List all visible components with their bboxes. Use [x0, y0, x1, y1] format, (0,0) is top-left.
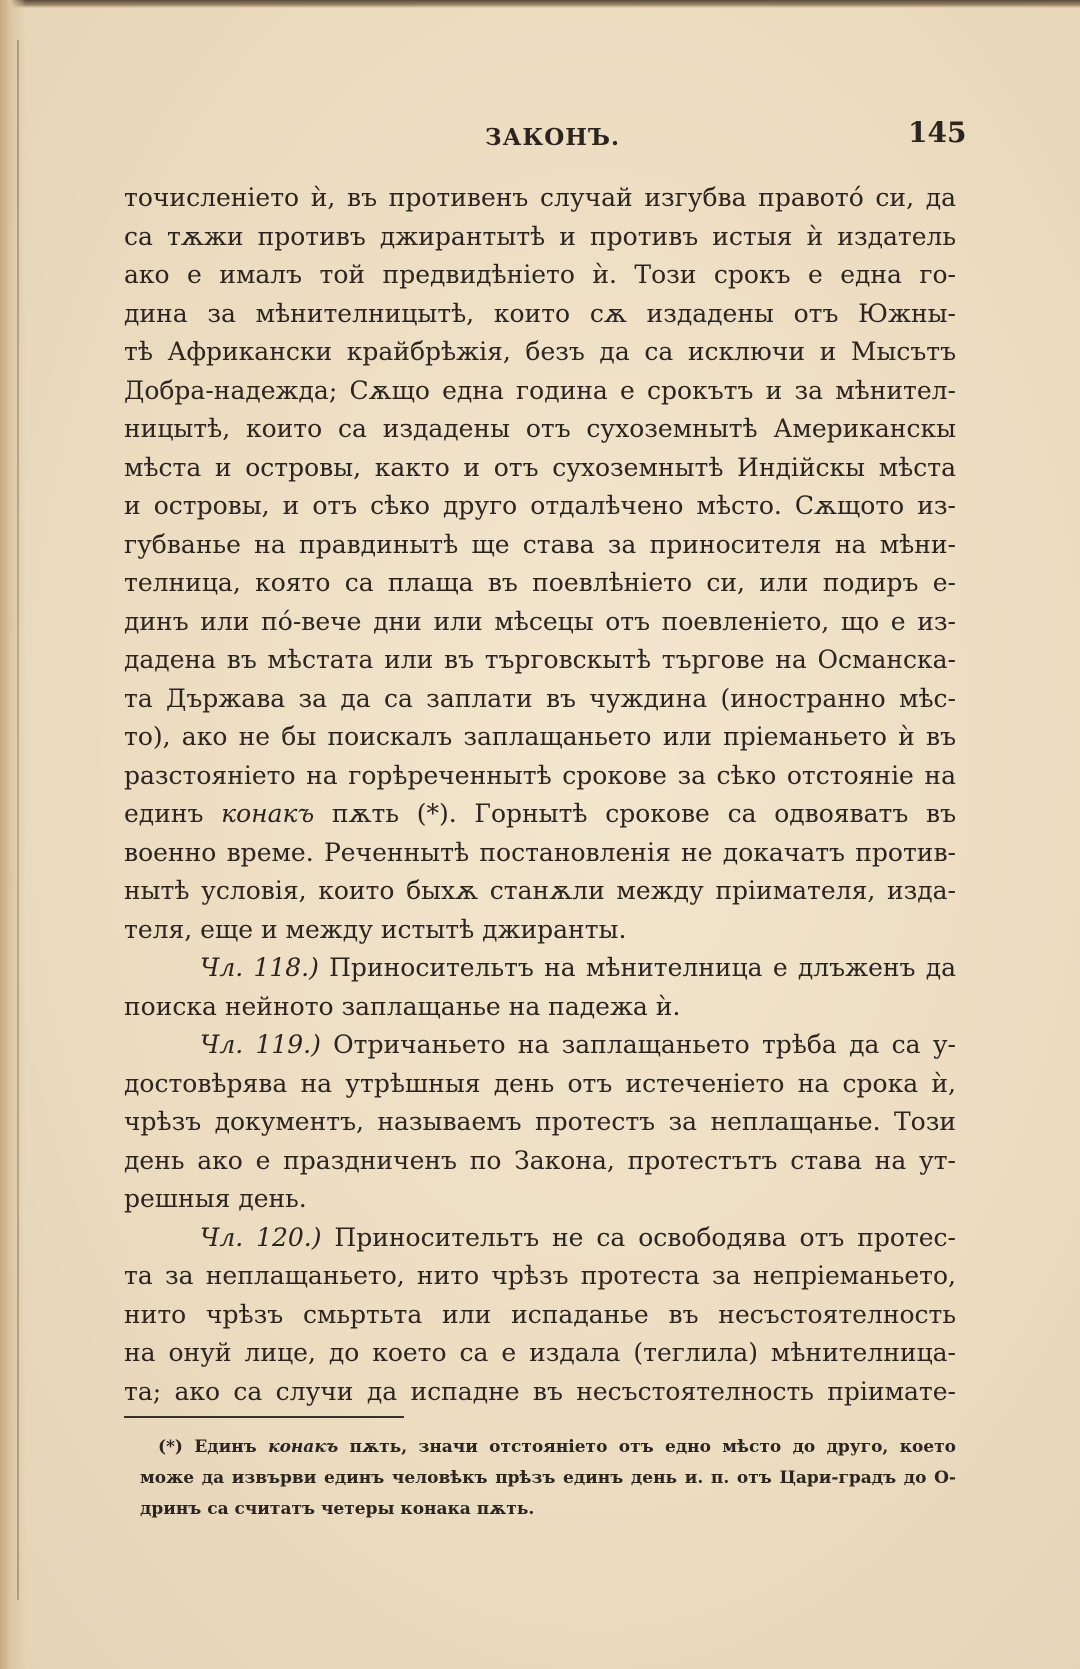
body-text: [124, 179, 956, 1411]
article-119-label: Чл. 119.): [200, 1030, 321, 1059]
running-head: ЗАКОНЪ.: [485, 124, 621, 151]
text-segment: Отричаньето на заплащаньето трѣба да са у-: [320, 1030, 956, 1059]
text-line: достовѣрява на утрѣшныя день отъ истеченiето на срока ѝ,: [124, 1068, 956, 1098]
text-segment: пѫть (*). Горнытѣ срокове са одвояватъ въ: [314, 799, 956, 828]
text-line: чрѣзъ документъ, называемъ протестъ за неплащанье. Този: [124, 1107, 956, 1136]
text-line: то), ако не бы поискалъ заплащаньето или прiеманьето ѝ въ: [124, 722, 956, 751]
text-line: та за неплащаньето, нито чрѣзъ протеста за непрiеманьето,: [124, 1261, 956, 1290]
footnote-line: [140, 1432, 956, 1463]
text-line: са тѫжи противъ джирантытѣ и противъ истыя ѝ издатель: [124, 221, 956, 251]
article-118-line: [124, 949, 956, 988]
text-segment: пѫть, значи отстоянiето отъ едно мѣсто до друго, което: [338, 1437, 956, 1457]
konak-term: конакъ: [268, 1437, 339, 1457]
text-line: поиска нейното заплащанье на падежа ѝ.: [124, 991, 681, 1021]
text-line: та Държава за да са заплати въ чуждина (иностранно мѣс-: [124, 683, 956, 713]
text-line: ницытѣ, които са издадены отъ сухоземнытѣ Американскы: [124, 414, 956, 443]
footnote: [140, 1432, 956, 1525]
konak-term: конакъ: [221, 799, 315, 828]
text-segment: Приносительтъ не са освободява отъ протес-: [321, 1222, 956, 1252]
footnote-line: дринъ са считатъ четеры конака пѫть.: [140, 1499, 535, 1519]
text-line: на онуй лице, до което са е издала (теглила) мѣнителница-: [124, 1338, 956, 1367]
text-segment: Приносительтъ на мѣнителница е длъженъ да: [318, 953, 956, 982]
text-line: день ако е праздниченъ по Закона, протестътъ става на ут-: [124, 1145, 956, 1175]
text-line: нито чрѣзъ смьртьта или испаданье въ несъстоятелность: [124, 1299, 956, 1329]
text-line: и островы, и отъ сѣко друго отдалѣчено мѣсто. Сѫщото из-: [124, 491, 956, 520]
text-line: телница, която са плаща въ поевлѣнiето си, или подиръ е-: [124, 568, 956, 597]
text-line: [124, 795, 956, 834]
page-top-edge: [0, 0, 1080, 8]
text-line: дина за мѣнителницытѣ, които сѫ издадены отъ Южны-: [124, 298, 956, 328]
article-119-line: [124, 1026, 956, 1065]
text-line: динъ или по́-вече дни или мѣсецы отъ поевленiето, що е из-: [124, 606, 956, 636]
text-line: губванье на правдинытѣ ще става за приносителя на мѣни-: [124, 529, 956, 559]
text-line: военно време. Реченнытѣ постановленiя не докачатъ против-: [124, 837, 956, 867]
text-line: теля, еще и между истытѣ джиранты.: [124, 914, 627, 944]
text-line: тѣ Африкански крайбрѣжiя, безъ да са исключи и Мысътъ: [124, 337, 956, 366]
page-spine-shadow: [0, 0, 26, 1669]
page-number: 145: [908, 116, 967, 149]
text-line: та; ако са случи да испадне въ несъстоятелность прiимате-: [124, 1376, 956, 1406]
article-120-label: Чл. 120.): [200, 1222, 322, 1252]
article-118-label: Чл. 118.): [200, 953, 319, 982]
footnote-mark: (*): [158, 1437, 183, 1457]
text-line: Добра-надежда; Сѫщо една година е срокътъ и за мѣнител-: [124, 375, 956, 405]
article-120-line: [124, 1219, 956, 1258]
text-line: решныя день.: [124, 1184, 307, 1213]
text-segment: Единъ: [182, 1437, 269, 1457]
text-line: точисленiето ѝ, въ противенъ случай изгубва правото́ си, да: [124, 183, 956, 212]
page-spine-line: [17, 40, 19, 1600]
footnote-divider: [124, 1416, 404, 1418]
text-line: ако е ималъ той предвидѣнiето ѝ. Този срокъ е една го-: [124, 260, 956, 289]
text-line: разстоянiето на горѣреченнытѣ срокове за сѣко отстоянiе на: [124, 760, 956, 790]
footnote-line: може да извърви единъ человѣкъ прѣзъ единъ день и. п. отъ Цари-градъ до О-: [140, 1468, 956, 1488]
text-line: мѣста и островы, както и отъ сухоземнытѣ Индiйскы мѣста: [124, 452, 956, 482]
text-segment: единъ: [124, 799, 222, 828]
text-line: нытѣ условiя, които быхѫ станѫли между прiимателя, изда-: [124, 876, 956, 905]
text-line: дадена въ мѣстата или въ търговскытѣ търгове на Османска-: [124, 645, 956, 674]
